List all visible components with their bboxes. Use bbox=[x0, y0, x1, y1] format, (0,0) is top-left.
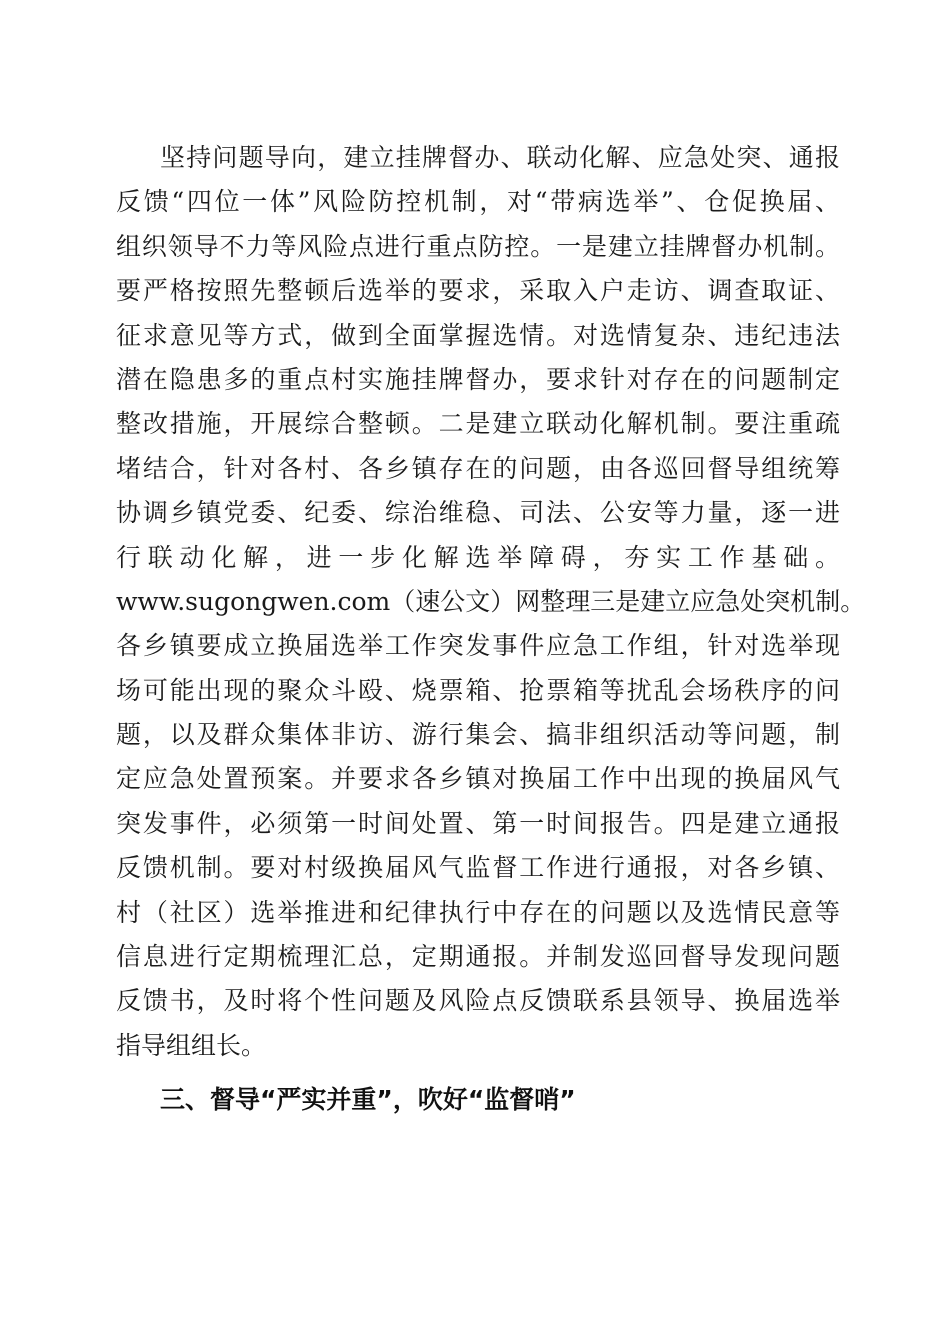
paragraph-line: 要严格按照先整顿后选举的要求，采取入户走访、调查取证、 bbox=[116, 276, 840, 306]
paragraph-line: 指导组组长。 bbox=[116, 1030, 267, 1060]
body-paragraph bbox=[116, 136, 866, 1068]
paragraph-line: 坚持问题导向，建立挂牌督办、联动化解、应急处突、通报 bbox=[160, 143, 840, 172]
paragraph-line: 场可能出现的聚众斗殴、烧票箱、抢票箱等扰乱会场秩序的问 bbox=[116, 675, 840, 705]
paragraph-line: 信息进行定期梳理汇总，定期通报。并制发巡回督导发现问题 bbox=[116, 942, 840, 972]
paragraph-line: 反馈“四位一体”风险防控机制，对“带病选举”、仓促换届、 bbox=[116, 187, 840, 217]
paragraph-line: 反馈书，及时将个性问题及风险点反馈联系县领导、换届选举 bbox=[116, 986, 840, 1016]
paragraph-line: 整改措施，开展综合整顿。二是建立联动化解机制。要注重疏 bbox=[116, 409, 840, 439]
paragraph-line: 村（社区）选举推进和纪律执行中存在的问题以及选情民意等 bbox=[116, 897, 840, 927]
paragraph-line: 征求意见等方式，做到全面掌握选情。对选情复杂、违纪违法 bbox=[116, 320, 840, 350]
paragraph-line: www.sugongwen.com（速公文）网整理三是建立应急处突机制。 bbox=[116, 586, 866, 616]
paragraph-line: 题，以及群众集体非访、游行集会、搞非组织活动等问题，制 bbox=[116, 720, 840, 750]
paragraph-line: 堵结合，针对各村、各乡镇存在的问题，由各巡回督导组统筹 bbox=[116, 453, 840, 483]
paragraph-line: 潜在隐患多的重点村实施挂牌督办，要求针对存在的问题制定 bbox=[116, 364, 840, 394]
section-heading: 三、督导“严实并重”，吹好“监督哨” bbox=[160, 1085, 576, 1115]
paragraph-line: 组织领导不力等风险点进行重点防控。一是建立挂牌督办机制。 bbox=[116, 231, 840, 261]
paragraph-line: 协调乡镇党委、纪委、综治维稳、司法、公安等力量，逐一进 bbox=[116, 498, 840, 528]
paragraph-line: 各乡镇要成立换届选举工作突发事件应急工作组，针对选举现 bbox=[116, 631, 840, 661]
paragraph-line: 行联动化解，进一步化解选举障碍，夯实工作基础。 bbox=[116, 542, 840, 572]
paragraph-line: 突发事件，必须第一时间处置、第一时间报告。四是建立通报 bbox=[116, 808, 840, 838]
paragraph-line: 定应急处置预案。并要求各乡镇对换届工作中出现的换届风气 bbox=[116, 764, 840, 794]
document-body bbox=[116, 136, 866, 1122]
paragraph-line: 反馈机制。要对村级换届风气监督工作进行通报，对各乡镇、 bbox=[116, 853, 840, 883]
